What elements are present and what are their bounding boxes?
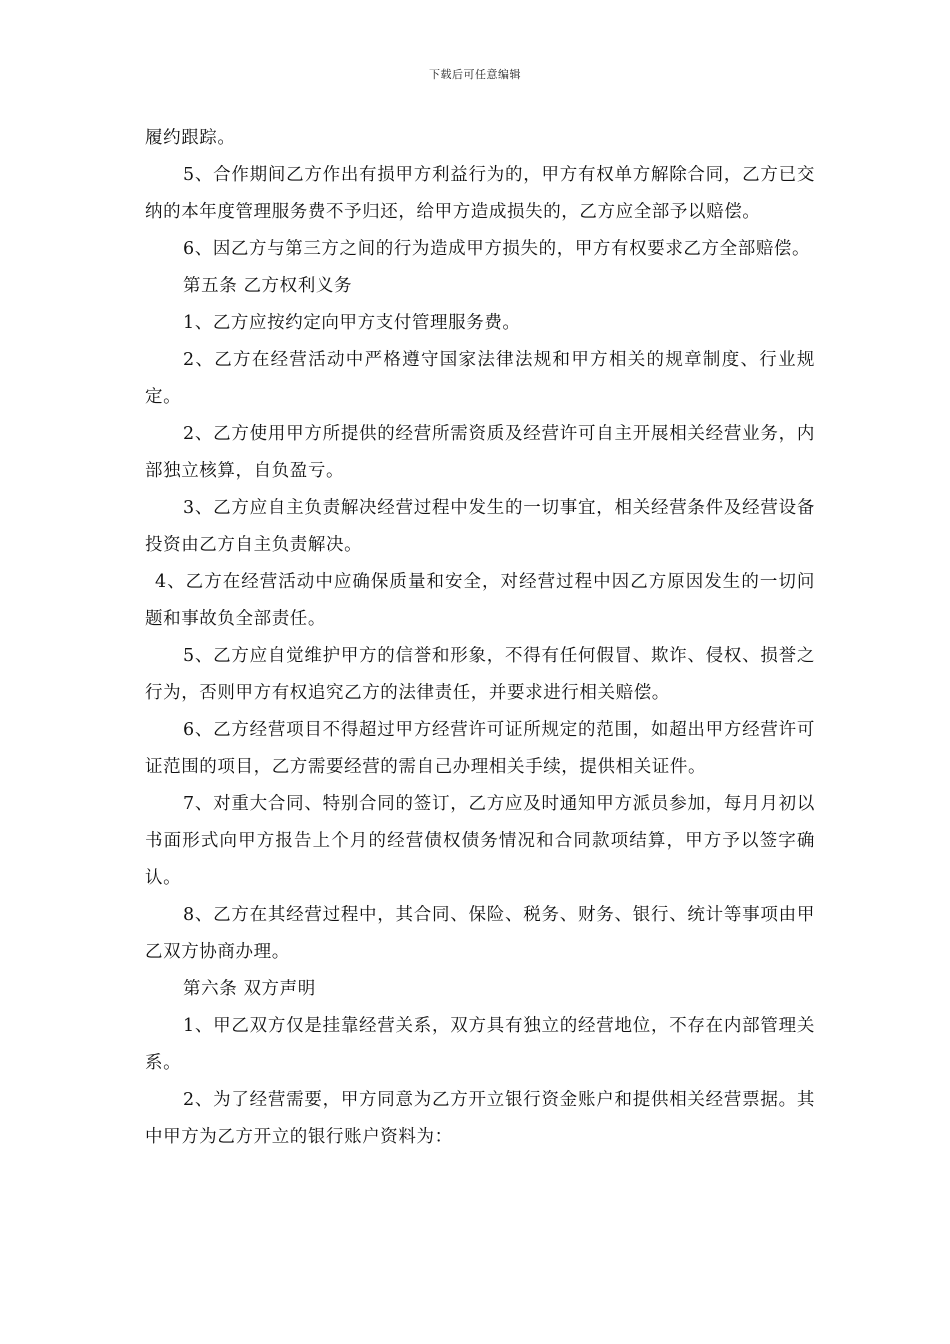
paragraph-clause-4-5: 5、合作期间乙方作出有损甲方利益行为的，甲方有权单方解除合同，乙方已交纳的本年度管理服务费不予归还，给甲方造成损失的，乙方应全部予以赔偿。 [145, 165, 815, 222]
paragraph-clause-5-8: 8、乙方在其经营过程中，其合同、保险、税务、财务、银行、统计等事项由甲乙双方协商办理。 [145, 905, 815, 962]
document-body [145, 120, 815, 1156]
paragraph-clause-4-6: 6、因乙方与第三方之间的行为造成甲方损失的，甲方有权要求乙方全部赔偿。 [183, 239, 811, 259]
paragraph-clause-5-2b: 2、乙方使用甲方所提供的经营所需资质及经营许可自主开展相关经营业务，内部独立核算，自负盈亏。 [145, 424, 815, 481]
paragraph-clause-5-6: 6、乙方经营项目不得超过甲方经营许可证所规定的范围，如超出甲方经营许可证范围的项目，乙方需要经营的需自己办理相关手续，提供相关证件。 [145, 720, 815, 777]
paragraph-clause-6-2: 2、为了经营需要，甲方同意为乙方开立银行资金账户和提供相关经营票据。其中甲方为乙方开立的银行账户资料为： [145, 1090, 815, 1147]
paragraph-clause-5-5: 5、乙方应自觉维护甲方的信誉和形象，不得有任何假冒、欺诈、侵权、损誉之行为，否则甲方有权追究乙方的法律责任，并要求进行相关赔偿。 [145, 646, 815, 703]
paragraph-clause-5-7: 7、对重大合同、特别合同的签订，乙方应及时通知甲方派员参加，每月月初以书面形式向甲方报告上个月的经营债权债务情况和合同款项结算，甲方予以签字确认。 [145, 794, 815, 888]
section-heading-article-6: 第六条 双方声明 [183, 979, 316, 999]
paragraph-continuation: 履约跟踪。 [145, 128, 236, 148]
paragraph-clause-5-1: 1、乙方应按约定向甲方支付管理服务费。 [183, 313, 521, 333]
paragraph-clause-5-3: 3、乙方应自主负责解决经营过程中发生的一切事宜，相关经营条件及经营设备投资由乙方自主负责解决。 [145, 498, 815, 555]
paragraph-clause-5-2a: 2、乙方在经营活动中严格遵守国家法律法规和甲方相关的规章制度、行业规定。 [145, 350, 815, 407]
section-heading-article-5: 第五条 乙方权利义务 [183, 276, 353, 296]
paragraph-clause-5-4: 4、乙方在经营活动中应确保质量和安全，对经营过程中因乙方原因发生的一切问题和事故负全部责任。 [145, 572, 815, 629]
paragraph-clause-6-1: 1、甲乙双方仅是挂靠经营关系，双方具有独立的经营地位，不存在内部管理关系。 [145, 1016, 815, 1073]
page-header: 下载后可任意编辑 [429, 68, 521, 81]
